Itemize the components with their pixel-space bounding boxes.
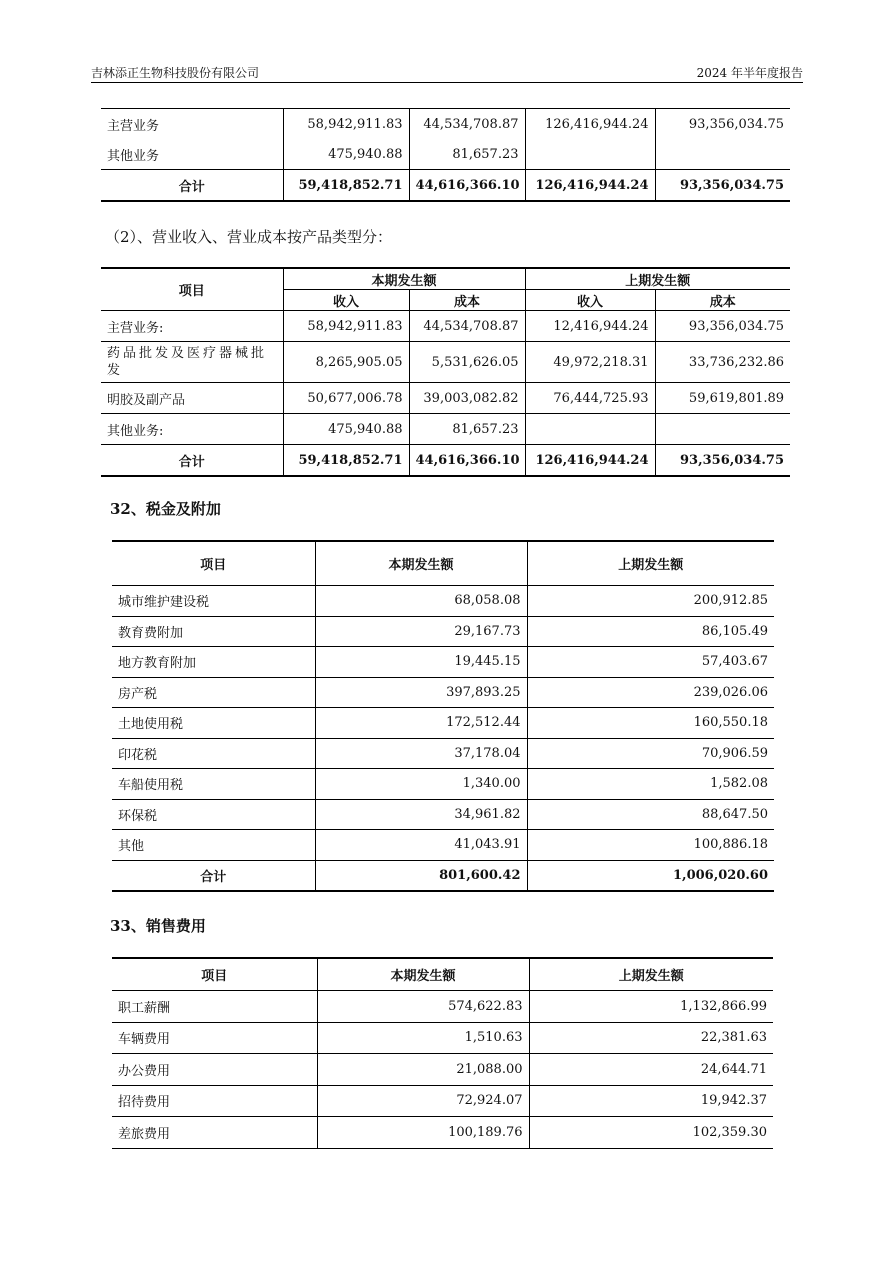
row-label: 招待费用 [112, 1085, 317, 1117]
cell-value: 39,003,082.82 [409, 383, 525, 414]
table-row [112, 616, 774, 647]
section-subtitle: （2）、营业收入、营业成本按产品类型分： [105, 228, 393, 246]
row-label: 办公费用 [112, 1054, 317, 1086]
row-label: 车辆费用 [112, 1022, 317, 1054]
cell-value: 100,886.18 [527, 830, 774, 861]
table-row [112, 647, 774, 678]
cell-value: 801,600.42 [315, 860, 527, 891]
column-header-previous: 上期发生额 [527, 541, 774, 586]
row-label: 其他业务 [107, 148, 160, 164]
cell-value: 475,940.88 [283, 414, 409, 445]
cell-value: 8,265,905.05 [283, 342, 409, 383]
table-row [101, 414, 790, 445]
cell-value: 19,445.15 [315, 647, 527, 678]
cell-value: 93,356,034.75 [655, 109, 790, 140]
table-row [101, 342, 790, 383]
cell-value: 475,940.88 [283, 139, 409, 170]
row-label: 车船使用税 [112, 769, 315, 800]
row-label: 职工薪酬 [112, 991, 317, 1023]
cell-value: 397,893.25 [315, 677, 527, 708]
column-header-cost: 成本 [655, 290, 790, 311]
section-heading: 32、税金及附加 [110, 500, 221, 518]
row-label: 明胶及副产品 [101, 383, 283, 414]
total-label: 合计 [101, 445, 283, 477]
cell-value: 574,622.83 [317, 991, 529, 1023]
cell-value: 93,356,034.75 [655, 311, 790, 342]
cell-value: 50,677,006.78 [283, 383, 409, 414]
cell-value: 81,657.23 [409, 414, 525, 445]
cell-value: 88,647.50 [527, 799, 774, 830]
table-row [112, 799, 774, 830]
cell-value: 59,418,852.71 [283, 445, 409, 477]
cell-value: 160,550.18 [527, 708, 774, 739]
table-row [112, 677, 774, 708]
table-row [112, 830, 774, 861]
cell-value: 22,381.63 [529, 1022, 773, 1054]
cell-value: 200,912.85 [527, 586, 774, 617]
row-label: 主营业务: [101, 311, 283, 342]
row-label: 印花税 [112, 738, 315, 769]
cell-value: 126,416,944.24 [525, 109, 655, 140]
cell-value: 57,403.67 [527, 647, 774, 678]
total-label: 合计 [101, 170, 283, 202]
column-header-current: 本期发生额 [283, 268, 525, 290]
total-row [101, 445, 790, 477]
row-label: 差旅费用 [112, 1117, 317, 1149]
cell-value: 172,512.44 [315, 708, 527, 739]
taxes-surcharges-table [112, 540, 774, 892]
cell-value: 93,356,034.75 [655, 445, 790, 477]
cell-value: 58,942,911.83 [283, 311, 409, 342]
table-row [112, 991, 773, 1023]
table-row [101, 139, 790, 170]
table-row [112, 769, 774, 800]
cell-value [655, 139, 790, 170]
cell-value [525, 414, 655, 445]
column-header-previous: 上期发生额 [525, 268, 790, 290]
table-row [112, 1117, 773, 1149]
row-label: 环保税 [112, 799, 315, 830]
row-label: 主营业务 [101, 109, 283, 140]
revenue-cost-table-continued [101, 108, 790, 202]
cell-value: 72,924.07 [317, 1085, 529, 1117]
total-row [101, 170, 790, 202]
column-header-cost: 成本 [409, 290, 525, 311]
company-name: 吉林添正生物科技股份有限公司 [91, 66, 260, 80]
table-row [101, 383, 790, 414]
column-header-income: 收入 [283, 290, 409, 311]
cell-value: 19,942.37 [529, 1085, 773, 1117]
cell-value: 41,043.91 [315, 830, 527, 861]
row-label: 其他 [112, 830, 315, 861]
row-label: 药品批发及医疗器械批发 [101, 342, 283, 383]
page-header [91, 64, 803, 83]
cell-value: 59,418,852.71 [283, 170, 409, 202]
table-row [112, 1022, 773, 1054]
column-header-item: 项目 [101, 268, 283, 311]
cell-value: 34,961.82 [315, 799, 527, 830]
row-label: 教育费附加 [112, 616, 315, 647]
cell-value: 44,534,708.87 [409, 109, 525, 140]
cell-value: 59,619,801.89 [655, 383, 790, 414]
table-row [112, 738, 774, 769]
cell-value: 100,189.76 [317, 1117, 529, 1149]
cell-value: 49,972,218.31 [525, 342, 655, 383]
row-label: 土地使用税 [112, 708, 315, 739]
cell-value: 126,416,944.24 [525, 170, 655, 202]
column-header-current: 本期发生额 [315, 541, 527, 586]
column-header-previous: 上期发生额 [529, 958, 773, 991]
cell-value: 126,416,944.24 [525, 445, 655, 477]
cell-value: 29,167.73 [315, 616, 527, 647]
cell-value: 1,582.08 [527, 769, 774, 800]
row-label: 地方教育附加 [112, 647, 315, 678]
revenue-by-product-table [101, 267, 790, 477]
cell-value: 93,356,034.75 [655, 170, 790, 202]
cell-value: 58,942,911.83 [283, 109, 409, 140]
report-title: 2024 年半年度报告 [696, 66, 803, 80]
total-row [112, 860, 774, 891]
cell-value [525, 139, 655, 170]
column-header-income: 收入 [525, 290, 655, 311]
cell-value: 239,026.06 [527, 677, 774, 708]
cell-value: 86,105.49 [527, 616, 774, 647]
table-row [112, 586, 774, 617]
row-label: 城市维护建设税 [112, 586, 315, 617]
total-label: 合计 [112, 860, 315, 891]
cell-value: 21,088.00 [317, 1054, 529, 1086]
column-header-current: 本期发生额 [317, 958, 529, 991]
table-row [101, 311, 790, 342]
cell-value: 44,534,708.87 [409, 311, 525, 342]
cell-value: 24,644.71 [529, 1054, 773, 1086]
cell-value: 33,736,232.86 [655, 342, 790, 383]
cell-value: 1,006,020.60 [527, 860, 774, 891]
cell-value [655, 414, 790, 445]
table-row [101, 109, 790, 140]
cell-value: 37,178.04 [315, 738, 527, 769]
row-label: 房产税 [112, 677, 315, 708]
cell-value: 12,416,944.24 [525, 311, 655, 342]
section-heading: 33、销售费用 [110, 917, 206, 935]
cell-value: 70,906.59 [527, 738, 774, 769]
table-row [112, 1054, 773, 1086]
cell-value: 1,340.00 [315, 769, 527, 800]
cell-value: 81,657.23 [409, 139, 525, 170]
table-row [112, 1085, 773, 1117]
cell-value: 1,132,866.99 [529, 991, 773, 1023]
column-header-item: 项目 [112, 541, 315, 586]
table-row [112, 708, 774, 739]
cell-value: 44,616,366.10 [409, 170, 525, 202]
cell-value: 68,058.08 [315, 586, 527, 617]
cell-value: 102,359.30 [529, 1117, 773, 1149]
cell-value: 76,444,725.93 [525, 383, 655, 414]
row-label: 其他业务: [101, 414, 283, 445]
cell-value: 44,616,366.10 [409, 445, 525, 477]
column-header-item: 项目 [112, 958, 317, 991]
selling-expenses-table [112, 957, 773, 1149]
cell-value: 5,531,626.05 [409, 342, 525, 383]
cell-value: 1,510.63 [317, 1022, 529, 1054]
